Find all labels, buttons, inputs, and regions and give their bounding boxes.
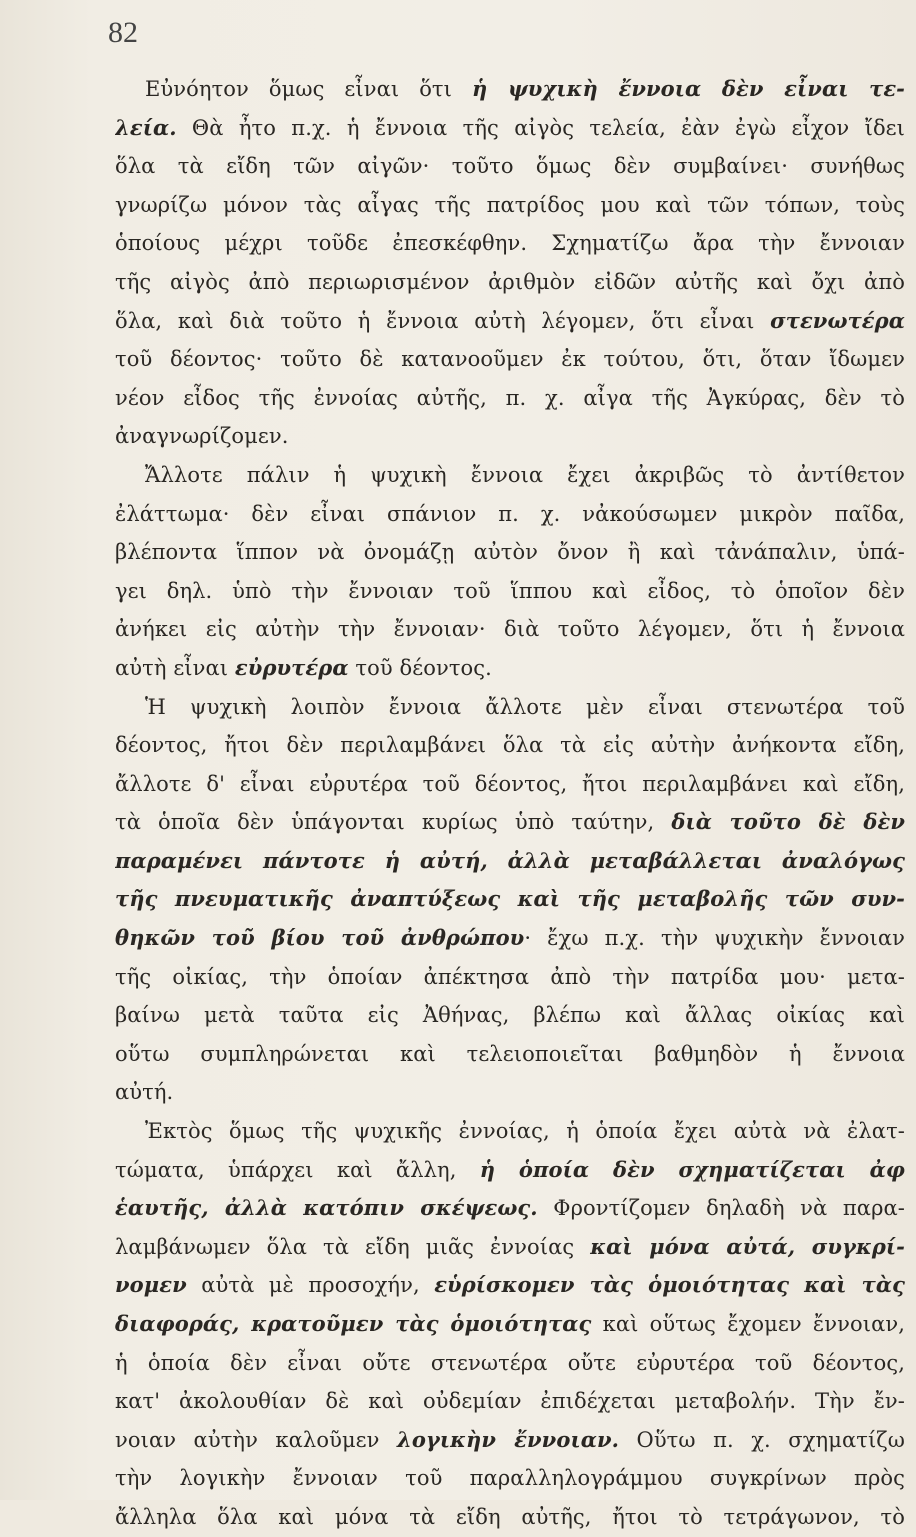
text-run: τοῦ δέοντος· τοῦτο δὲ κατανοοῦμεν ἐκ τούτου, ὅτι, ὅταν ἴδωμεν (115, 347, 905, 372)
text-line (115, 996, 905, 1035)
text-line (115, 456, 905, 495)
text-run: νέον εἶδος τῆς ἐννοίας αὐτῆς, π. χ. αἶγα τῆς Ἀγκύρας, δὲν τὸ (115, 385, 905, 410)
text-line (115, 1421, 905, 1460)
text-run: γει δηλ. ὑπὸ τὴν ἔννοιαν τοῦ ἵππου καὶ εἶδος, τὸ ὁποῖον δὲν (115, 578, 905, 603)
text-line (115, 1344, 905, 1383)
text-run: Οὕτω π. χ. σχηματίζω (619, 1427, 905, 1452)
emphasized-phrase: διὰ τοῦτο δὲ δὲν (671, 809, 905, 835)
text-run: ὅλα, καὶ διὰ τοῦτο ἡ ἔννοια αὐτὴ λέγομεν, ὅτι εἶναι (115, 308, 771, 333)
text-line (115, 688, 905, 727)
text-run: Εὐνόητον ὅμως εἶναι ὅτι (145, 77, 472, 101)
text-line (115, 340, 905, 379)
text-line (115, 147, 905, 186)
text-run: ὁποίους μέχρι τοῦδε ἐπεσκέφθην. Σχηματίζω ἄρα τὴν ἔννοιαν (115, 231, 905, 256)
emphasized-phrase: λεία. (115, 114, 177, 140)
text-line (115, 224, 905, 263)
text-run: ἀναγνωρίζομεν. (115, 424, 289, 449)
text-line (115, 1498, 905, 1537)
text-run: νοιαν αὐτὴν καλοῦμεν (115, 1427, 397, 1452)
text-run: τῆς οἰκίας, τὴν ὁποίαν ἀπέκτησα ἀπὸ τὴν πατρίδα μου· μετα- (115, 964, 905, 989)
text-run: ἄλληλα ὅλα καὶ μόνα τὰ εἴδη αὐτῆς, ἤτοι τὸ τετράγωνον, τὸ (115, 1504, 905, 1529)
text-run: ὅλα τὰ εἴδη τῶν αἰγῶν· τοῦτο ὅμως δὲν συμβαίνει· συνήθως (115, 154, 905, 179)
text-run: ἄλλοτε δ' εἶναι εὐρυτέρα τοῦ δέοντος, ἤτοι περιλαμβάνει καὶ εἴδη, (115, 771, 905, 796)
text-run: Θὰ ἦτο π.χ. ἡ ἔννοια τῆς αἰγὸς τελεία, ἐὰν ἐγὼ εἶχον ἴδει (176, 115, 905, 140)
text-run: βλέποντα ἵππον νὰ ὀνομάζῃ αὐτὸν ὄνον ἢ καὶ τἀνάπαλιν, ὑπά- (115, 540, 905, 565)
text-line (115, 610, 905, 649)
text-line (115, 1382, 905, 1421)
text-line (115, 765, 905, 804)
text-line (115, 109, 905, 148)
text-run: αὐτή. (115, 1080, 174, 1105)
text-line (115, 1228, 905, 1267)
text-line (115, 417, 905, 456)
text-line (115, 649, 905, 688)
text-line (115, 1073, 905, 1112)
text-run: αὐτὴ εἶναι (115, 655, 235, 680)
text-run: τὴν λογικὴν ἔννοιαν τοῦ παραλληλογράμμου συγκρίνων πρὸς (115, 1466, 905, 1491)
emphasized-phrase: ἡ ψυχικὴ ἔννοια δὲν εἶναι τε- (471, 76, 905, 101)
text-line (115, 842, 905, 881)
text-run: γνωρίζω μόνον τὰς αἶγας τῆς πατρίδος μου καὶ τῶν τόπων, τοὺς (115, 192, 905, 217)
emphasized-phrase: ἡ ὁποία δὲν σχηματίζεται ἀφ (479, 1156, 905, 1182)
text-run: τοῦ δέοντος. (348, 655, 492, 680)
emphasized-phrase: στενωτέρα (770, 307, 905, 333)
text-line (115, 880, 905, 919)
text-run: καὶ οὕτως ἔχομεν ἔννοιαν, (591, 1312, 905, 1336)
emphasized-phrase: θηκῶν τοῦ βίου τοῦ ἀνθρώπου (115, 925, 525, 951)
emphasized-phrase: τῆς πνευματικῆς ἀναπτύξεως καὶ τῆς μεταβολῆς τῶν συν- (115, 886, 905, 912)
text-run: δέοντος, ἤτοι δὲν περιλαμβάνει ὅλα τὰ εἰς αὐτὴν ἀνήκοντα εἴδη, (115, 733, 905, 758)
text-line (115, 726, 905, 765)
text-line (115, 495, 905, 534)
text-run: Ἄλλοτε πάλιν ἡ ψυχικὴ ἔννοια ἔχει ἀκριβῶς τὸ ἀντίθετον (145, 462, 905, 487)
text-line (115, 70, 905, 109)
emphasized-phrase: παραμένει πάντοτε ἡ αὐτή, ἀλλὰ μεταβάλλεται ἀναλόγως (115, 847, 905, 873)
text-run: τώματα, ὑπάρχει καὶ ἄλλη, (115, 1157, 480, 1182)
text-line (115, 302, 905, 341)
text-line (115, 186, 905, 225)
emphasized-phrase: ἑαυτῆς, ἀλλὰ κατόπιν σκέψεως. (115, 1195, 538, 1221)
emphasized-phrase: καὶ μόνα αὐτά, συγκρί- (590, 1233, 905, 1259)
page-number: 82 (108, 16, 138, 49)
emphasized-phrase: νομεν (115, 1272, 187, 1298)
text-line (115, 803, 905, 842)
text-line (115, 533, 905, 572)
text-line (115, 1459, 905, 1498)
text-line (115, 572, 905, 611)
text-line (115, 379, 905, 418)
text-run: τὰ ὁποῖα δὲν ὑπάγονται κυρίως ὑπὸ ταύτην, (115, 810, 672, 835)
text-run: ἐλάττωμα· δὲν εἶναι σπάνιον π. χ. νἀκούσωμεν μικρὸν παῖδα, (115, 501, 905, 526)
text-line (115, 263, 905, 302)
text-body (115, 70, 905, 1537)
text-run: Ἡ ψυχικὴ λοιπὸν ἔννοια ἄλλοτε μὲν εἶναι στενωτέρα τοῦ (145, 694, 905, 719)
emphasized-phrase: εὑρίσκομεν τὰς ὁμοιότητας καὶ τὰς (434, 1272, 905, 1298)
text-run: τῆς αἰγὸς ἀπὸ περιωρισμένον ἀριθμὸν εἰδῶν αὐτῆς καὶ ὄχι ἀπὸ (115, 269, 905, 294)
text-run: λαμβάνωμεν ὅλα τὰ εἴδη μιᾶς ἐννοίας (115, 1234, 591, 1259)
text-line (115, 1035, 905, 1074)
emphasized-phrase: εὐρυτέρα (234, 654, 349, 680)
text-run: κατ' ἀκολουθίαν δὲ καὶ οὐδεμίαν ἐπιδέχεται μεταβολήν. Τὴν ἔν- (115, 1389, 905, 1414)
text-line (115, 1151, 905, 1190)
text-line (115, 958, 905, 997)
text-line (115, 1266, 905, 1305)
text-line (115, 1112, 905, 1151)
text-run: Ἐκτὸς ὅμως τῆς ψυχικῆς ἐννοίας, ἡ ὁποία ἔχει αὐτὰ νὰ ἐλατ- (145, 1119, 905, 1144)
text-line (115, 1189, 905, 1228)
text-run: ἡ ὁποία δὲν εἶναι οὔτε στενωτέρα οὔτε εὐρυτέρα τοῦ δέοντος, (115, 1350, 905, 1375)
text-line (115, 1305, 905, 1344)
emphasized-phrase: διαφοράς, κρατοῦμεν τὰς ὁμοιότητας (115, 1311, 592, 1336)
text-run: · ἔχω π.χ. τὴν ψυχικὴν ἔννοιαν (524, 926, 905, 951)
text-run: Φροντίζομεν δηλαδὴ νὰ παρα- (537, 1196, 905, 1221)
text-run: ἀνήκει εἰς αὐτὴν τὴν ἔννοιαν· διὰ τοῦτο λέγομεν, ὅτι ἡ ἔννοια (115, 617, 905, 642)
text-run: αὐτὰ μὲ προσοχήν, (186, 1273, 435, 1298)
emphasized-phrase: λογικὴν ἔννοιαν. (397, 1426, 620, 1452)
text-run: βαίνω μετὰ ταῦτα εἰς Ἀθήνας, βλέπω καὶ ἄλλας οἰκίας καὶ (115, 1003, 905, 1028)
text-run: οὕτω συμπληρώνεται καὶ τελειοποιεῖται βαθμηδὸν ἡ ἔννοια (115, 1041, 905, 1066)
text-line (115, 919, 905, 958)
